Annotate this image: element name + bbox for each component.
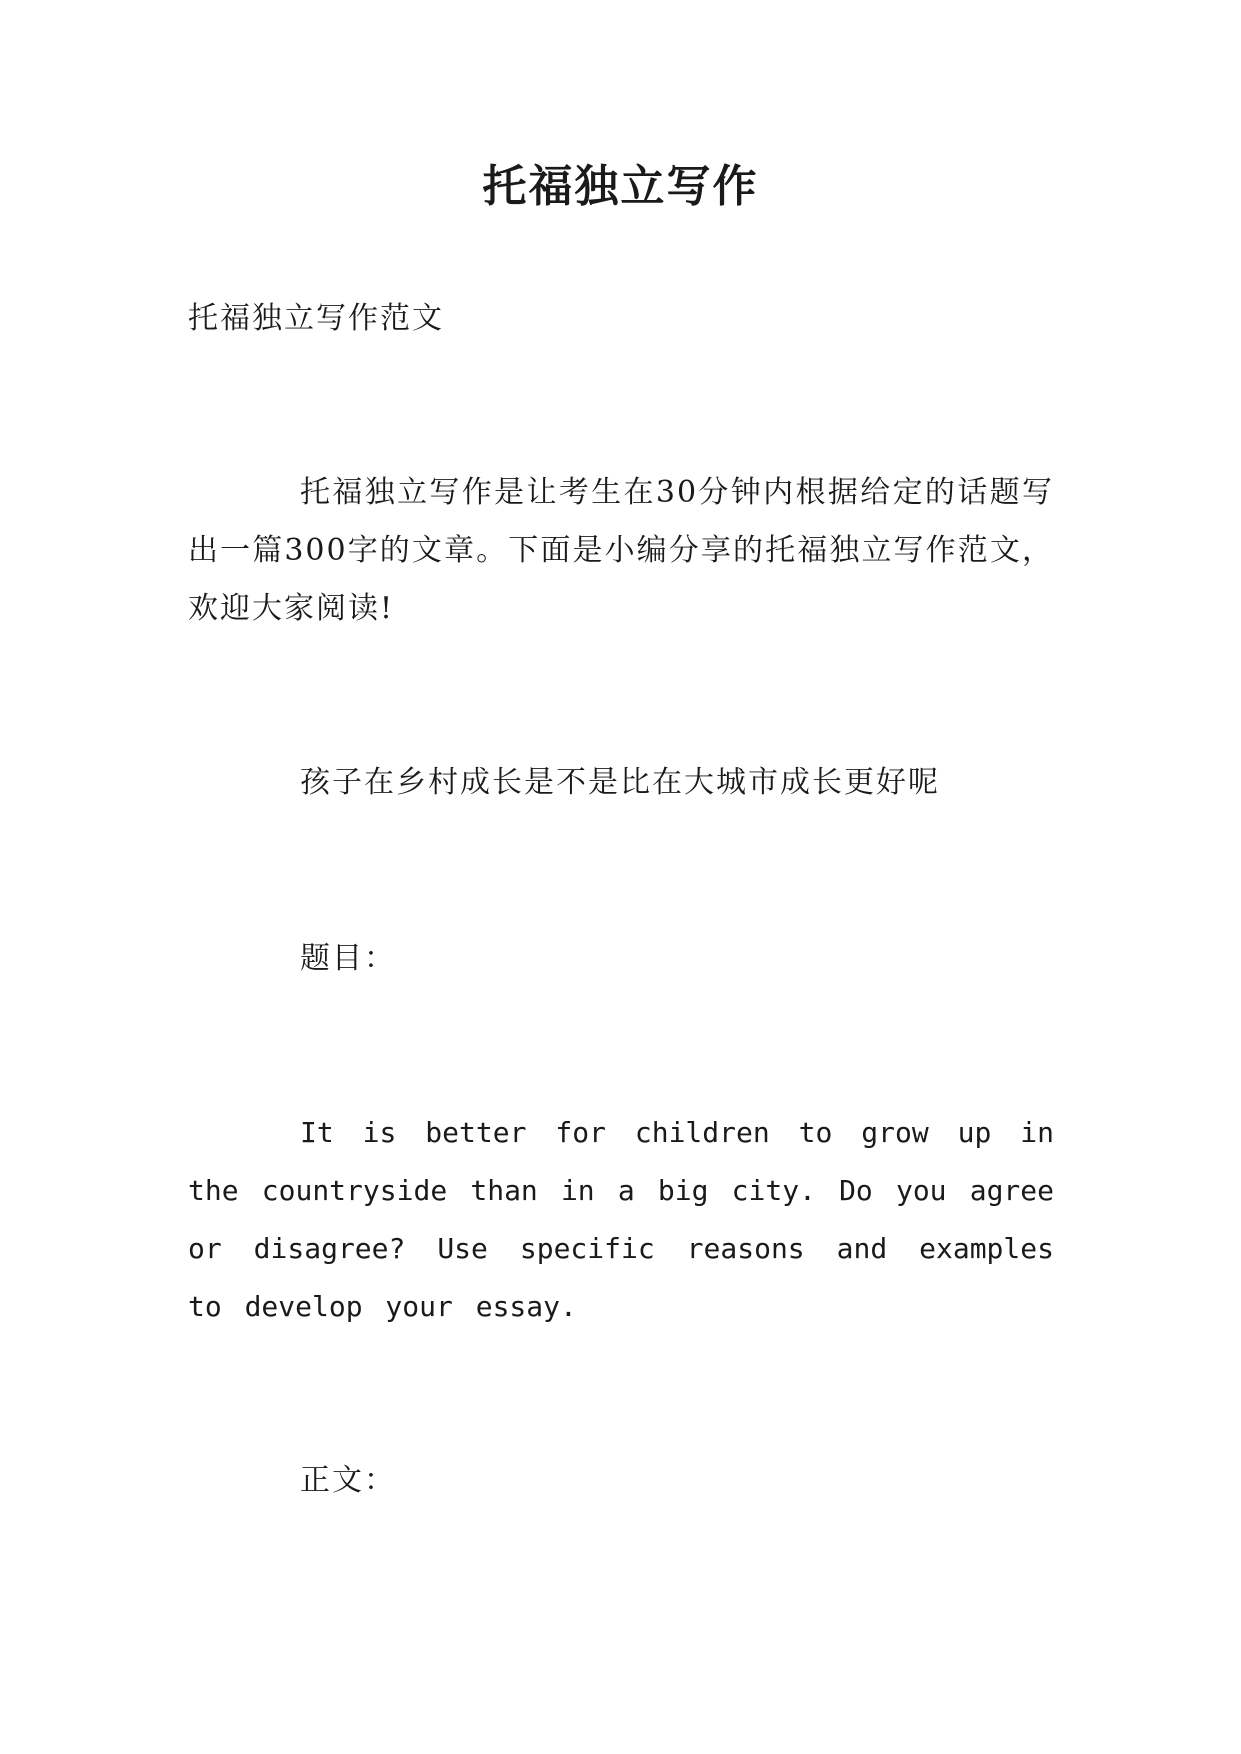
topic-label: 题目： <box>300 941 396 976</box>
intro-paragraph: 托福独立写作是让考生在30分钟内根据给定的话题写出一篇300字的文章。下面是小编分享的托福独立写作范文，欢迎大家阅读! <box>188 475 1054 626</box>
essay-prompt-english: It is better for children to grow up in the countryside than in a big city. Do you agree or disagree? Use specific reasons and examples to develop your essay. <box>188 1116 1054 1323</box>
document-title: 托福独立写作 <box>482 161 759 212</box>
body-label: 正文： <box>300 1463 396 1498</box>
document-subtitle: 托福独立写作范文 <box>188 301 444 336</box>
question-chinese: 孩子在乡村成长是不是比在大城市成长更好呢 <box>300 765 940 800</box>
